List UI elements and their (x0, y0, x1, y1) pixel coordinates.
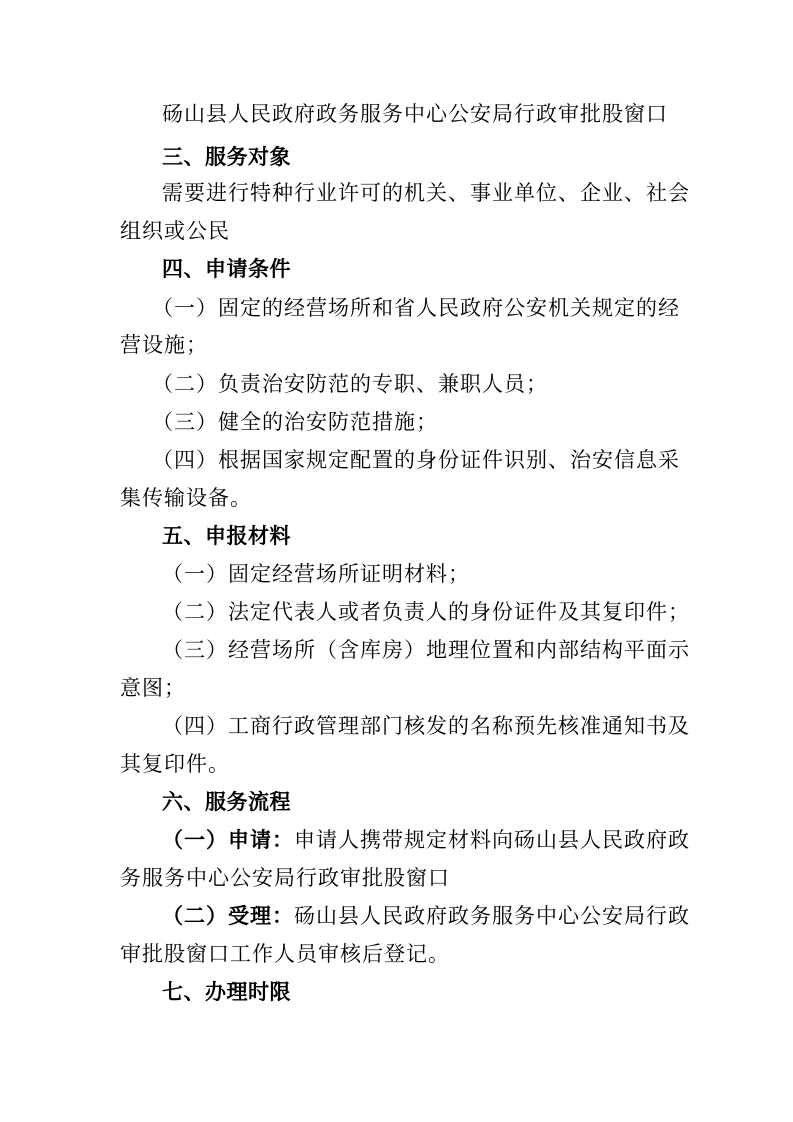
flow-step-label: （一）申请： (162, 828, 294, 852)
flow-step-text: 砀山县人民政府政务服务中心公安局行政 (294, 904, 690, 928)
list-item: （四）根据国家规定配置的身份证件识别、治安信息采 (152, 448, 680, 472)
list-item: （一）固定经营场所证明材料； (162, 562, 470, 586)
section-heading-materials: 五、申报材料 (162, 524, 291, 548)
list-item: （二）负责治安防范的专职、兼职人员； (152, 372, 548, 396)
flow-step-text: 申请人携带规定材料向砀山县人民政府政 (294, 828, 690, 852)
section-heading-process: 六、服务流程 (162, 790, 291, 814)
flow-step-apply (0, 820, 793, 860)
text-line: 营设施； (120, 333, 208, 357)
list-item: （三）健全的治安防范措施； (152, 410, 438, 434)
text-line: 需要进行特种行业许可的机关、事业单位、企业、社会 (162, 181, 690, 205)
list-item: （二）法定代表人或者负责人的身份证件及其复印件； (162, 600, 690, 624)
list-item: （三）经营场所（含库房）地理位置和内部结构平面示 (162, 638, 690, 662)
flow-step-accept (0, 896, 793, 936)
list-item: （四）工商行政管理部门核发的名称预先核准通知书及 (162, 714, 690, 738)
text-line: 集传输设备。 (120, 486, 252, 510)
text-line: 其复印件。 (120, 752, 230, 776)
flow-step-label: （二）受理： (162, 904, 294, 928)
section-heading-service-target: 三、服务对象 (162, 145, 291, 169)
text-line: 砀山县人民政府政务服务中心公安局行政审批股窗口 (162, 102, 668, 126)
text-line: 审批股窗口工作人员审核后登记。 (120, 942, 450, 966)
list-item: （一）固定的经营场所和省人民政府公安机关规定的经 (152, 296, 680, 320)
text-line: 意图； (120, 676, 186, 700)
section-heading-time-limit: 七、办理时限 (162, 980, 291, 1004)
text-line: 务服务中心公安局行政审批股窗口 (120, 866, 450, 890)
section-heading-conditions: 四、申请条件 (162, 257, 291, 281)
text-line: 组织或公民 (120, 219, 230, 243)
